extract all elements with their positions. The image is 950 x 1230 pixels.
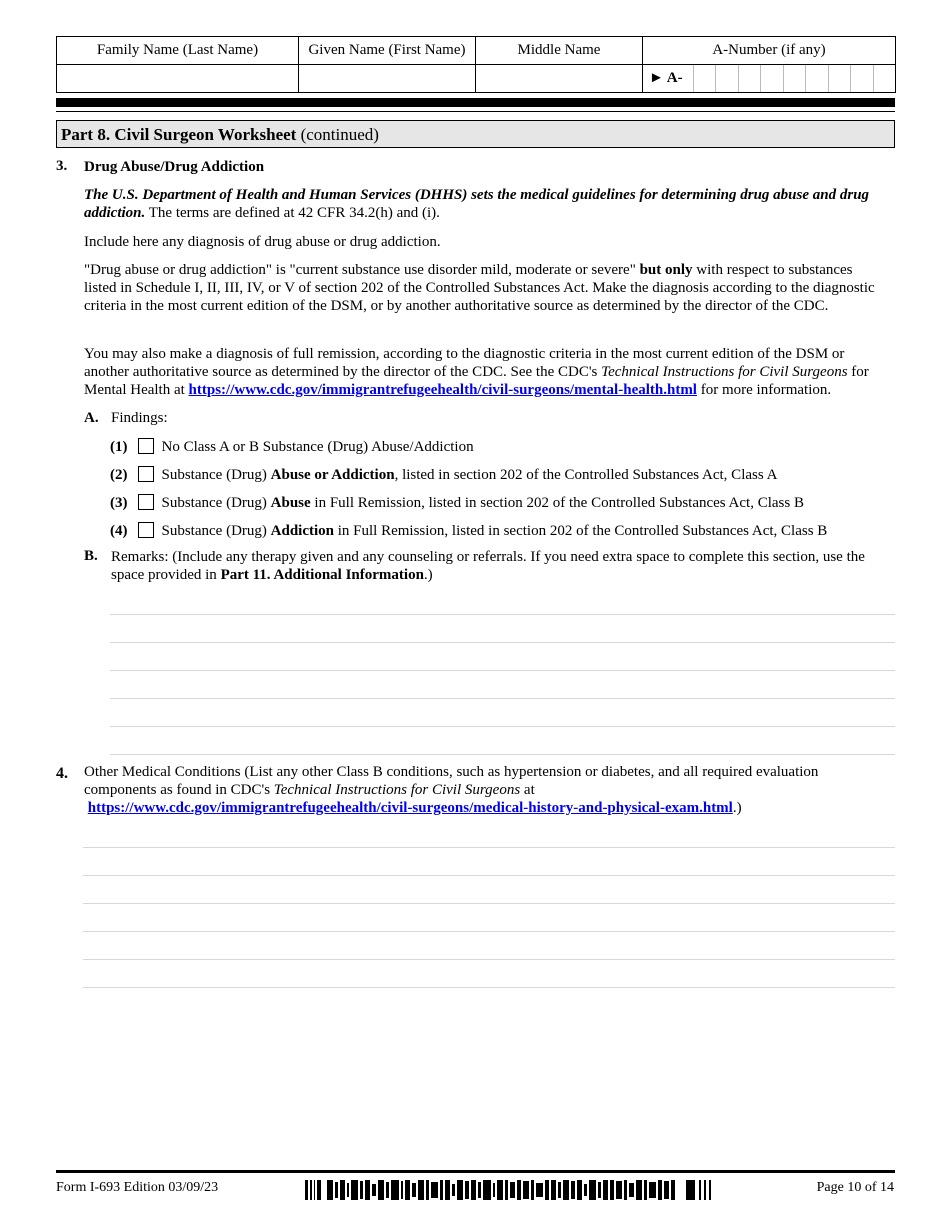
finding-2: (2) Substance (Drug) Abuse or Addiction, listed in section 202 of the Controlled Substances Act, Class A [110,467,778,483]
finding-1: (1) No Class A or B Substance (Drug) Abuse/Addiction [110,439,474,455]
section-b-label: B. [84,548,98,564]
item3-definition: "Drug abuse or drug addiction" is "current substance use disorder mild, moderate or severe" but only with respect to substances listed in Schedule I, II, III, IV, or V of section 202 of the Controlled Substances Act. Make the diagnosis according to the diagnostic criteria in the most current edition of the DSM, or by another authoritative source as determined by the director of the CDC. [84,262,875,314]
medical-history-link[interactable]: https://www.cdc.gov/immigrantrefugeehealth/civil-surgeons/medical-history-and-physical-exam.html [87,800,733,816]
mental-health-link[interactable]: https://www.cdc.gov/immigrantrefugeehealth/civil-surgeons/mental-health.html [188,382,697,398]
a-number-prefix: ► A- [649,70,683,86]
item3-include: Include here any diagnosis of drug abuse or drug addiction. [84,234,441,250]
a-number-field[interactable] [643,65,896,93]
divider-line [56,111,895,112]
item3-intro: The U.S. Department of Health and Human Services (DHHS) sets the medical guidelines for determining drug abuse and drug addiction. The terms are defined at 42 CFR 34.2(h) and (i). [84,187,870,221]
middle-name-field[interactable] [476,65,643,93]
form-edition: Form I-693 Edition 03/09/23 [56,1180,219,1195]
barcode-image [305,1180,713,1200]
middle-name-label: Middle Name [476,37,643,65]
finding-2-checkbox[interactable] [138,466,154,482]
part-heading [56,120,895,148]
section-b-text: Remarks: (Include any therapy given and any counseling or referrals. If you need extra space to complete this section, use the space provided in Part 11. Additional Information.) [111,549,865,583]
part-subtitle: (continued) [300,125,379,144]
item4-number: 4. [56,765,68,782]
family-name-field[interactable] [57,65,299,93]
a-number-label: A-Number (if any) [643,37,896,65]
finding-3: (3) Substance (Drug) Abuse in Full Remission, listed in section 202 of the Controlled Substances Act, Class B [110,495,804,511]
finding-4: (4) Substance (Drug) Addiction in Full Remission, listed in section 202 of the Controlled Substances Act, Class B [110,523,828,539]
finding-3-checkbox[interactable] [138,494,154,510]
part-title: Part 8. Civil Surgeon Worksheet [61,125,297,144]
finding-4-checkbox[interactable] [138,522,154,538]
page-number: Page 10 of 14 [816,1180,894,1195]
section-a-label: A. [84,410,99,426]
item3-title: Drug Abuse/Drug Addiction [84,159,265,175]
family-name-label: Family Name (Last Name) [57,37,299,65]
section-a-text: Findings: [111,410,168,426]
item3-remission: You may also make a diagnosis of full remission, according to the diagnostic criteria in the most current edition of the DSM or another authoritative source as determined by the director of the CDC. See the CDC's Technical Instructions for Civil Surgeons for Mental Health at https://www.cdc.gov/immigrantrefugeehealth/civil-surgeons/mental-health.html for more information. [84,346,869,398]
item3-number: 3. [56,158,68,174]
name-header-table [56,36,896,93]
given-name-field[interactable] [299,65,476,93]
given-name-label: Given Name (First Name) [299,37,476,65]
divider-bar [56,98,895,107]
finding-1-checkbox[interactable] [138,438,154,454]
item4-text: Other Medical Conditions (List any other Class B conditions, such as hypertension or diabetes, and all required evaluation components as found in CDC's Technical Instructions for Civil Surgeons at https://www.cdc.gov/immigrantrefugeehealth/civil-surgeons/medical-history-and-physical-exam.html.) [84,764,819,816]
footer-rule [56,1170,895,1173]
